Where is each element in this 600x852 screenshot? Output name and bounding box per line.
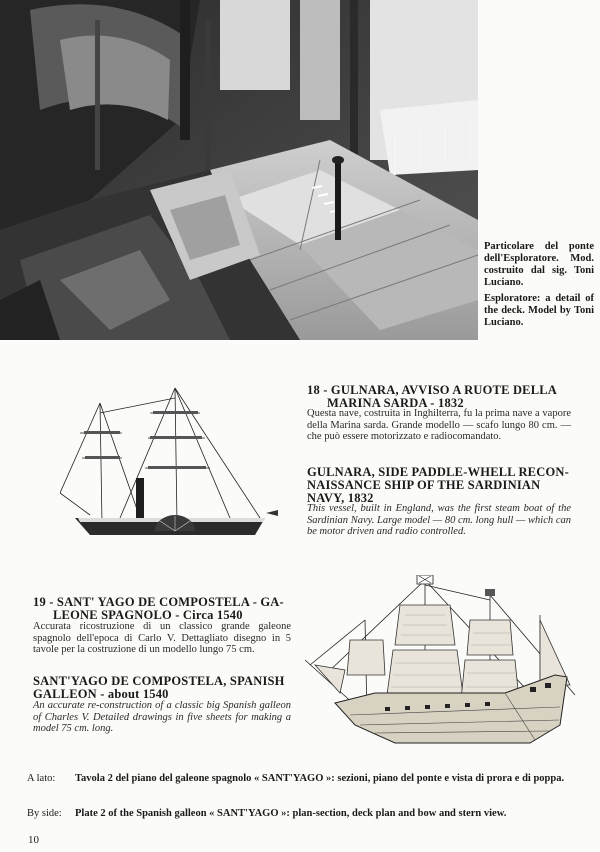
gulnara-ship-drawing <box>60 383 280 553</box>
entry-18-title-line1: 18 - GULNARA, AVVISO A RUOTE DELLA <box>307 383 558 397</box>
entry-18-text-italian: Questa nave, costruita in Inghilterra, fu la prima nave a vapore della Marina sarda. Grande modello — scafo lungo 80 cm. — che può essere motorizzato e radiocomandato. <box>307 408 571 442</box>
page-number: 10 <box>28 834 39 846</box>
entry-19-title-english <box>33 675 291 701</box>
entry-19-text-english: An accurate re-construction of a classic big Spanish galleon of Charles V. Detailed drawings in five sheets for making a model 75 cm. long. <box>33 700 291 734</box>
galleon-ship-drawing <box>305 575 580 755</box>
note-english-text: Plate 2 of the Spanish galleon « SANT'YAGO »: plan-section, deck plan and bow and stern view. <box>75 808 507 819</box>
gulnara-ship-illustration <box>60 383 280 553</box>
photo-caption-italian: Particolare del ponte dell'Esploratore. Mod. costruito dal sig. Toni Luciano. <box>484 241 594 288</box>
deck-photo-image <box>0 0 478 340</box>
note-italian <box>27 773 587 799</box>
entry-18-en-title-line1: GULNARA, SIDE PADDLE-WHELL RECON- <box>307 465 569 479</box>
entry-19-text-italian: Accurata ricostruzione di un classico grande galeone spagnolo dell'epoca di Carlo V. Dettagliato disegno in 5 tavole per la costruzione di un modello lungo 75 cm. <box>33 621 291 655</box>
entry-19-title-line1: 19 - SANT' YAGO DE COMPOSTELA - GA- <box>33 595 284 609</box>
deck-photograph <box>0 0 478 340</box>
entry-18-title-english <box>307 466 571 505</box>
entry-18-text-english: This vessel, built in England, was the first steam boat of the Sardinian Navy. Large model — 80 cm. long hull — which can be motor driven and radio controlled. <box>307 503 571 537</box>
entry-18-title-italian <box>307 384 571 410</box>
note-italian-label: A lato: <box>27 773 56 784</box>
entry-18-en-title-line2: NAISSANCE SHIP OF THE SARDINIAN <box>307 478 541 492</box>
note-english <box>27 808 587 834</box>
entry-18-en-title-line3: NAVY, 1832 <box>307 491 374 505</box>
entry-19-en-title-line1: SANT'YAGO DE COMPOSTELA, SPANISH <box>33 674 285 688</box>
note-italian-text: Tavola 2 del piano del galeone spagnolo « SANT'YAGO »: sezioni, piano del ponte e vista di prora e di poppa. <box>75 773 565 784</box>
note-english-label: By side: <box>27 808 62 819</box>
photo-caption-english: Esploratore: a detail of the deck. Model by Toni Luciano. <box>484 293 594 328</box>
entry-19-title-italian <box>33 596 291 622</box>
galleon-ship-illustration <box>305 575 580 755</box>
entry-19-en-title-line2: GALLEON - about 1540 <box>33 687 169 701</box>
entry-19-title-line2: LEONE SPAGNOLO - Circa 1540 <box>53 608 243 622</box>
entry-18-title-line2: MARINA SARDA - 1832 <box>327 396 464 410</box>
